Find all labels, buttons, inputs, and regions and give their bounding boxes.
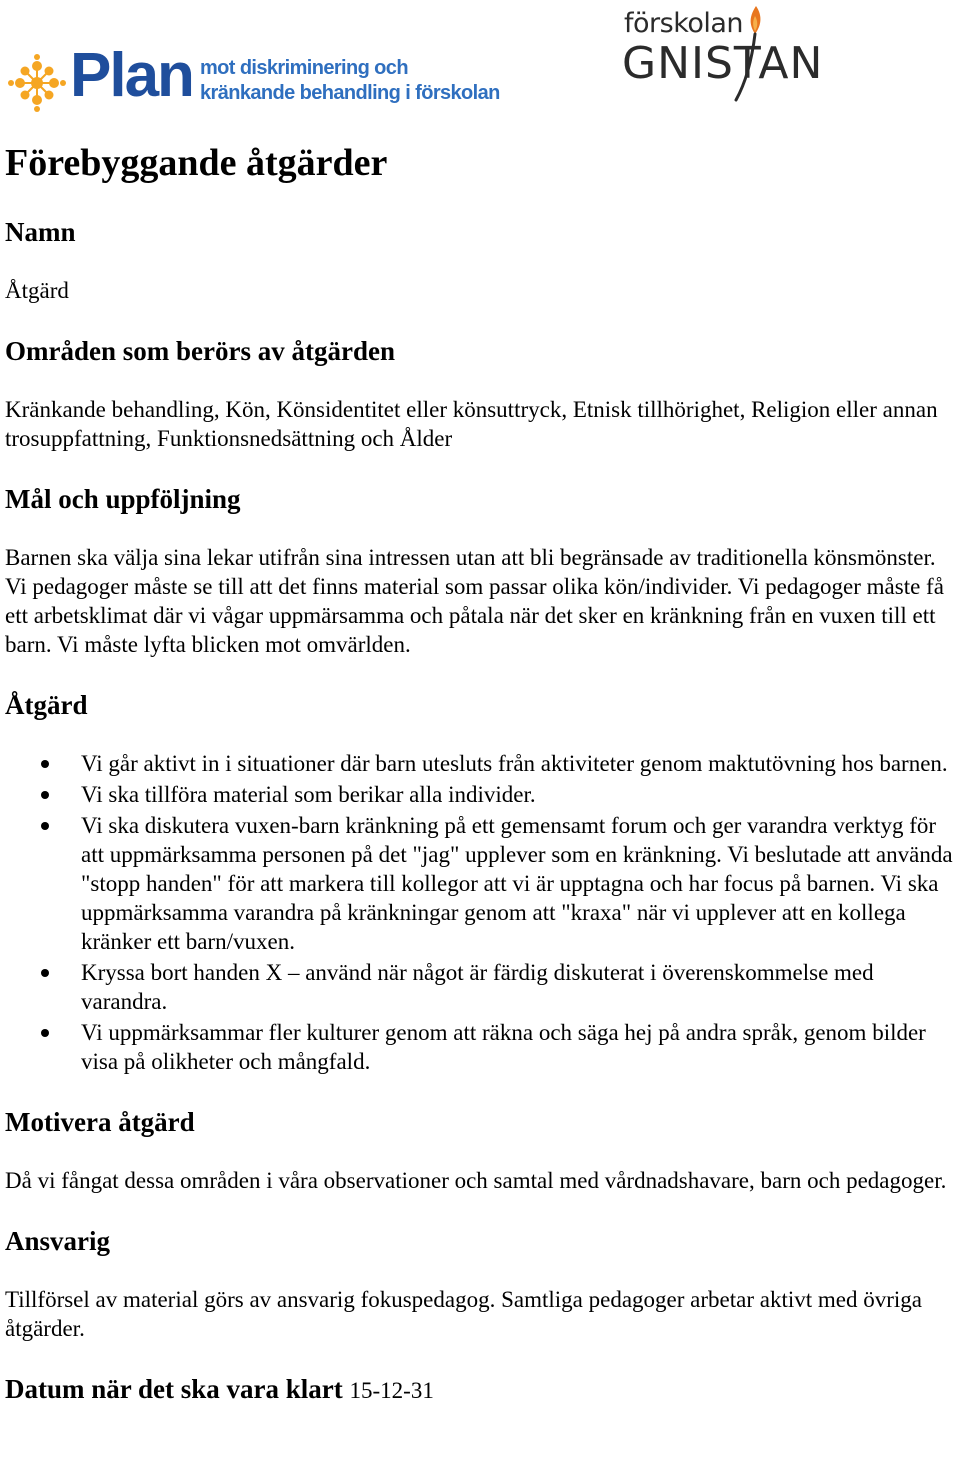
gnistan-logo-small: förskolan (624, 8, 744, 39)
page-title: Förebyggande åtgärder (5, 142, 388, 184)
plan-tagline-line1: mot diskriminering och (200, 57, 408, 79)
motivate-text: Då vi fångat dessa områden i våra observationer och samtal med vårdnadshavare, barn och pedagoger. (5, 1168, 947, 1193)
list-item-text: Kryssa bort handen X – använd när något är färdig diskuterat i överenskommelse med varandra. (81, 960, 874, 1014)
list-item (5, 749, 957, 778)
name-heading: Namn (5, 217, 76, 247)
page-header (0, 0, 960, 120)
motivate-heading: Motivera åtgärd (5, 1107, 195, 1137)
list-item (5, 958, 957, 1016)
list-item (5, 780, 957, 809)
goals-text: Barnen ska välja sina lekar utifrån sina intressen utan att bli begränsade av traditionella könsmönster. Vi pedagoger måste se till att det finns material som passar olika kön/individer. Vi pedagoger måste få ett arbetsklimat där vi vågar uppmärsamma och påtala när det sker en kränkning från en vuxen till ett barn. Vi måste lyfta blicken mot omvärlden. (5, 545, 944, 657)
sun-dots-icon (8, 54, 66, 112)
name-value: Åtgärd (5, 278, 69, 303)
plan-logo-tagline (200, 56, 500, 106)
bullet-icon (41, 760, 49, 768)
list-item-text: Vi ska tillföra material som berikar alla individer. (81, 782, 536, 807)
date-value: 15-12-31 (349, 1378, 434, 1403)
responsible-heading: Ansvarig (5, 1226, 111, 1256)
list-item-text: Vi uppmärksammar fler kulturer genom att räkna och säga hej på andra språk, genom bilder visa på olikheter och mångfald. (81, 1020, 926, 1074)
bullet-icon (41, 791, 49, 799)
plan-tagline-line2: kränkande behandling i förskolan (200, 82, 500, 104)
date-line (5, 1373, 957, 1407)
bullet-icon (41, 822, 49, 830)
bullet-icon (41, 1029, 49, 1037)
areas-heading: Områden som berörs av åtgärden (5, 336, 395, 366)
gnistan-logo (622, 4, 832, 104)
responsible-text: Tillförsel av material görs av ansvarig fokuspedagog. Samtliga pedagoger arbetar aktivt med övriga åtgärder. (5, 1287, 922, 1341)
list-item-text: Vi ska diskutera vuxen-barn kränkning på ett gemensamt forum och ger varandra verktyg för att uppmärksamma personen på det "jag" upplever som en kränkning. Vi beslutade att använda "stopp handen" för att markera till kollegor att vi är upptagna och har focus på barnen. Vi ska uppmärksamma varandra på kränkningar genom att "kraxa" när vi upplever att en kollega kränker ett barn/vuxen. (81, 813, 953, 954)
goals-heading: Mål och uppföljning (5, 484, 241, 514)
list-item (5, 811, 957, 956)
action-list (5, 749, 957, 1076)
list-item-text: Vi går aktivt in i situationer där barn utesluts från aktiviteter genom maktutövning hos barnen. (81, 751, 948, 776)
bullet-icon (41, 969, 49, 977)
plan-logo (8, 41, 500, 112)
list-item (5, 1018, 957, 1076)
date-label: Datum när det ska vara klart (5, 1374, 343, 1404)
matchstick-flame-icon (730, 4, 778, 104)
areas-text: Kränkande behandling, Kön, Könsidentitet eller könsuttryck, Etnisk tillhörighet, Religion eller annan trosuppfattning, Funktionsnedsättning och Ålder (5, 397, 938, 451)
document-body (5, 138, 957, 1407)
action-heading: Åtgärd (5, 690, 88, 720)
plan-logo-word: Plan (70, 41, 193, 110)
gnistan-logo-big: GNISTAN (622, 38, 824, 89)
